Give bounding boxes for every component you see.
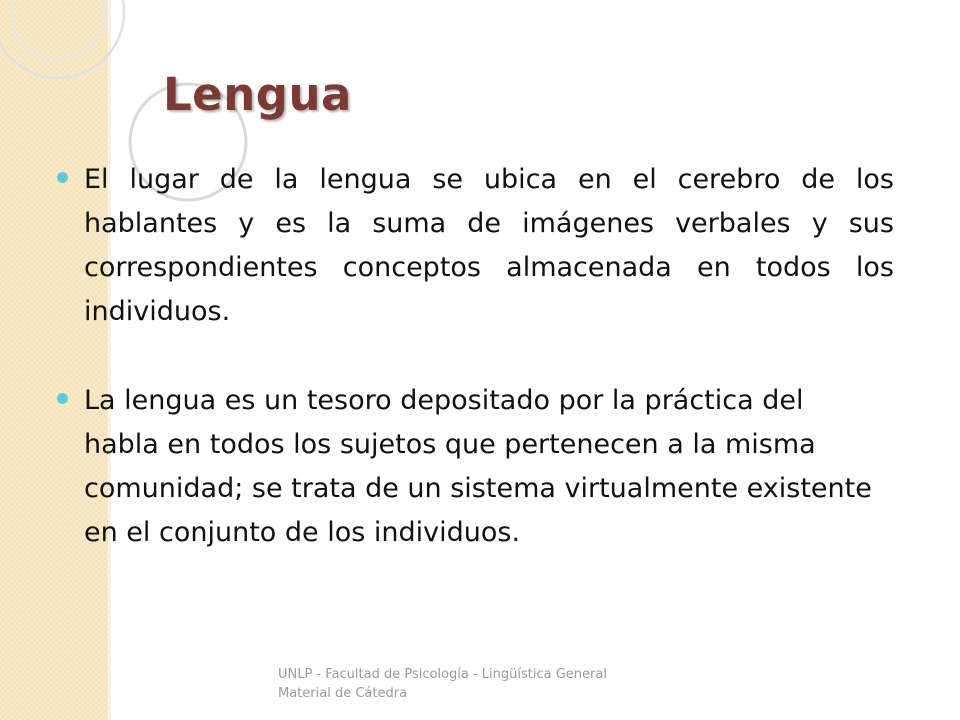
slide-title: Lengua — [163, 68, 352, 121]
bullet-icon — [57, 393, 68, 404]
bullet-item — [84, 379, 874, 555]
footer-institution: UNLP - Facultad de Psicología - Lingüística General — [278, 667, 607, 682]
bullet-text: La lengua es un tesoro depositado por la práctica del habla en todos los sujetos que pertenecen a la misma comunidad; se trata de un sistema virtualmente existente en el conjunto de los individuos. — [84, 385, 872, 548]
bullet-item — [84, 158, 894, 334]
bullet-icon — [57, 172, 68, 183]
footer — [278, 665, 658, 703]
bullet-text: El lugar de la lengua se ubica en el cerebro de los hablantes y es la suma de imágenes verbales y sus correspondientes conceptos almacenada en todos los individuos. — [84, 164, 894, 327]
bullet-list — [84, 158, 894, 555]
footer-material: Material de Cátedra — [278, 686, 408, 701]
